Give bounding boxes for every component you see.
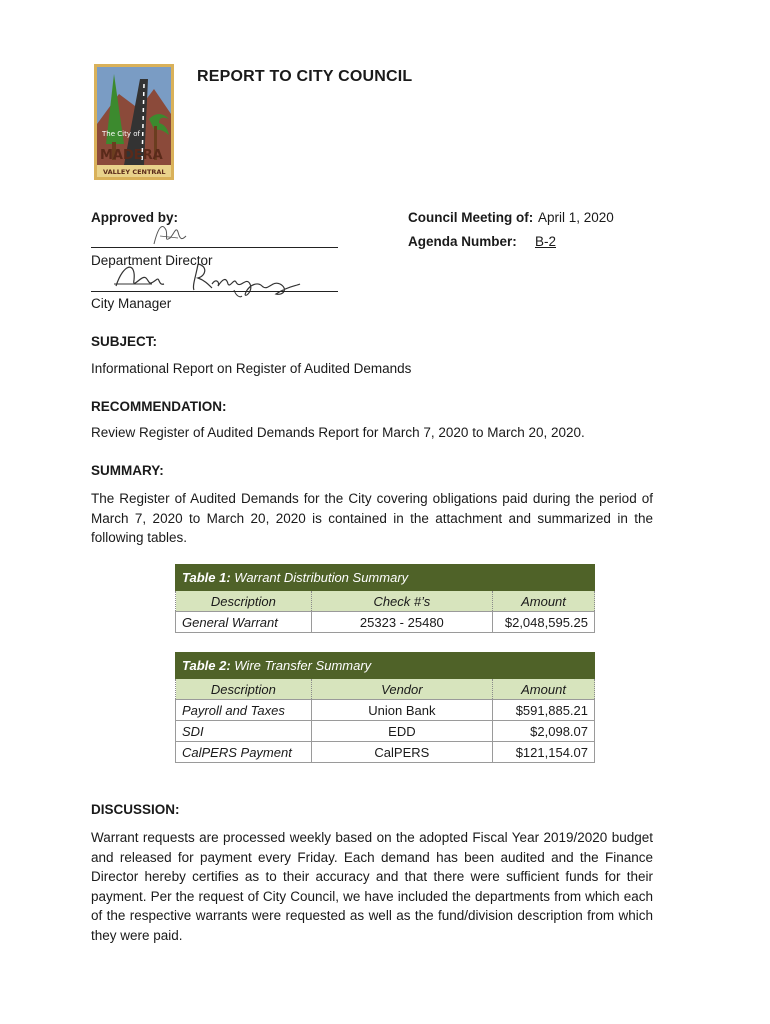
- column-header: Vendor: [311, 679, 492, 700]
- table-caption-row: [176, 564, 595, 591]
- warrant-distribution-table: [175, 564, 595, 633]
- table-caption: Table 1: Warrant Distribution Summary: [176, 564, 595, 591]
- city-of-madera-logo: [94, 64, 174, 180]
- table-cell: Union Bank: [311, 700, 492, 721]
- summary-text: The Register of Audited Demands for the City covering obligations paid during the period of March 7, 2020 to March 20, 2020 is contained in the attachment and summarized in the following tables.: [91, 491, 653, 545]
- table-cell: 25323 - 25480: [311, 612, 492, 633]
- discussion-heading: DISCUSSION:: [91, 802, 180, 817]
- table-header-row: [176, 679, 595, 700]
- column-header: Amount: [493, 591, 595, 612]
- table-row: [176, 742, 595, 763]
- table-caption-row: [176, 652, 595, 679]
- table-header-row: [176, 591, 595, 612]
- council-meeting-date: April 1, 2020: [538, 210, 614, 225]
- department-director-label: Department Director: [91, 253, 213, 268]
- table-cell: $121,154.07: [493, 742, 595, 763]
- wire-transfer-table: [175, 652, 595, 763]
- logo-line2: MADERA: [100, 148, 163, 163]
- logo-line3: VALLEY CENTRAL: [103, 168, 166, 176]
- page-title: REPORT TO CITY COUNCIL: [197, 68, 413, 85]
- recommendation-heading: RECOMMENDATION:: [91, 399, 227, 414]
- column-header: Description: [176, 679, 312, 700]
- director-signature-line: [91, 247, 338, 248]
- table-cell: $2,098.07: [493, 721, 595, 742]
- column-header: Check #’s: [311, 591, 492, 612]
- table-cell: $2,048,595.25: [493, 612, 595, 633]
- approved-by-label: Approved by:: [91, 210, 179, 225]
- discussion-text: Warrant requests are processed weekly based on the adopted Fiscal Year 2019/2020 budget and released for payment every Friday. Each demand has been audited and the Finance Director hereby certifies as to their accuracy and that there were sufficient funds for their payment. Per the request of City Council, we have included the departments from which each of the respective warrants were requested as well as the fund/division description from which they were paid.: [91, 830, 653, 943]
- director-initials-signature: [148, 218, 190, 248]
- table-cell: CalPERS: [311, 742, 492, 763]
- table-cell: SDI: [176, 721, 312, 742]
- table-caption: Table 2: Wire Transfer Summary: [176, 652, 595, 679]
- table-cell: CalPERS Payment: [176, 742, 312, 763]
- summary-heading: SUMMARY:: [91, 463, 164, 478]
- subject-text: Informational Report on Register of Audited Demands: [91, 361, 412, 376]
- subject-heading: SUBJECT:: [91, 334, 158, 349]
- column-header: Amount: [493, 679, 595, 700]
- logo-line1: The City of: [102, 130, 140, 138]
- table-cell: EDD: [311, 721, 492, 742]
- city-manager-label: City Manager: [91, 296, 172, 311]
- city-manager-signature-line: [91, 291, 338, 292]
- table-cell: $591,885.21: [493, 700, 595, 721]
- table-row: [176, 612, 595, 633]
- recommendation-text: Review Register of Audited Demands Report for March 7, 2020 to March 20, 2020.: [91, 425, 585, 440]
- table-cell: Payroll and Taxes: [176, 700, 312, 721]
- agenda-number-label: Agenda Number:: [408, 234, 517, 249]
- table-cell: General Warrant: [176, 612, 312, 633]
- agenda-number-value: B-2: [535, 234, 557, 249]
- table-row: [176, 721, 595, 742]
- table-row: [176, 700, 595, 721]
- column-header: Description: [176, 591, 312, 612]
- council-meeting-label: Council Meeting of:: [408, 210, 534, 225]
